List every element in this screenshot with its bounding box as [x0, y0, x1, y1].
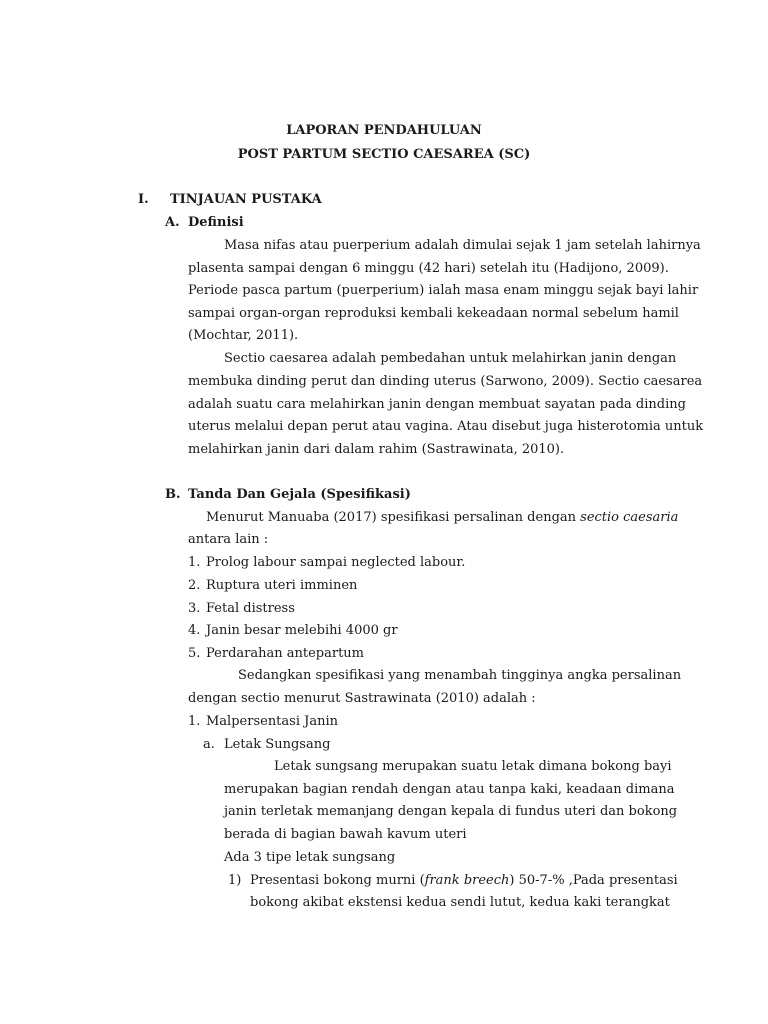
paragraph-line: uterus melalui depan perut atau vagina. Atau disebut juga histerotomia untuk	[188, 419, 704, 434]
paragraph-line: adalah suatu cara melahirkan janin dengan membuat sayatan pada dinding	[188, 397, 686, 412]
paragraph-line: antara lain :	[188, 532, 269, 547]
list-item-number: 5.	[188, 646, 201, 661]
paragraph-line: Sedangkan spesifikasi yang menambah tingginya angka persalinan	[238, 668, 682, 683]
sublist-item: Letak Sungsang	[224, 737, 331, 752]
paragraph-line: Ada 3 tipe letak sungsang	[224, 850, 396, 865]
paragraph-line: Sectio caesarea adalah pembedahan untuk melahirkan janin dengan	[224, 351, 677, 366]
list-item: Perdarahan antepartum	[206, 646, 364, 661]
list-item-number: 3.	[188, 601, 201, 616]
paragraph-line: Periode pasca partum (puerperium) ialah masa enam minggu sejak bayi lahir	[188, 283, 699, 298]
subsection-heading-tanda: Tanda Dan Gejala (Spesifikasi)	[188, 487, 411, 502]
paragraph-line: janin terletak memanjang dengan kepala di fundus uteri dan bokong	[224, 804, 678, 819]
subsection-letter-b: B.	[165, 487, 181, 502]
paragraph-line: dengan sectio menurut Sastrawinata (2010) adalah :	[188, 691, 536, 706]
tipe-text: Presentasi bokong murni (	[250, 873, 425, 888]
paragraph-line: sampai organ-organ reproduksi kembali kekeadaan normal sebelum hamil	[188, 306, 679, 321]
subsection-letter-a: A.	[165, 215, 180, 230]
intro-text: Menurut Manuaba (2017) spesifikasi persalinan dengan	[206, 510, 581, 525]
paragraph-line	[206, 509, 679, 527]
list-item-number: 1.	[188, 555, 201, 570]
section-numeral: I.	[138, 192, 149, 207]
list-item-number: 4.	[188, 623, 201, 638]
paragraph-line: Letak sungsang merupakan suatu letak dimana bokong bayi	[274, 759, 672, 774]
paragraph-line: melahirkan janin dari dalam rahim (Sastrawinata, 2010).	[188, 442, 565, 457]
tipe-text: ) 50-7-% ,Pada presentasi	[509, 873, 678, 888]
title-line-2: POST PARTUM SECTIO CAESAREA (SC)	[237, 147, 531, 162]
list-item: Ruptura uteri imminen	[206, 578, 358, 593]
intro-italic: sectio caesaria	[580, 510, 679, 525]
paragraph-line: Masa nifas atau puerperium adalah dimulai sejak 1 jam setelah lahirnya	[224, 238, 701, 253]
subsection-heading-definisi: Definisi	[188, 215, 244, 230]
list-item: Malpersentasi Janin	[206, 714, 338, 729]
list-item: Prolog labour sampai neglected labour.	[206, 555, 466, 570]
paragraph-line: berada di bagian bawah kavum uteri	[224, 827, 467, 842]
list-item: Janin besar melebihi 4000 gr	[206, 623, 398, 638]
sublist-number: 1)	[228, 873, 242, 888]
paragraph-line: membuka dinding perut dan dinding uterus (Sarwono, 2009). Sectio caesarea	[188, 374, 703, 389]
paragraph-line: bokong akibat ekstensi kedua sendi lutut, kedua kaki terangkat	[250, 895, 670, 910]
paragraph-line	[250, 872, 678, 890]
paragraph-line: merupakan bagian rendah dengan atau tanpa kaki, keadaan dimana	[224, 782, 675, 797]
list-item-number: 2.	[188, 578, 201, 593]
title-line-1: LAPORAN PENDAHULUAN	[286, 123, 482, 138]
section-heading: TINJAUAN PUSTAKA	[170, 192, 322, 207]
tipe-italic: frank breech	[424, 873, 510, 888]
list-item: Fetal distress	[206, 601, 295, 616]
list-item-number: 1.	[188, 714, 201, 729]
paragraph-line: plasenta sampai dengan 6 minggu (42 hari) setelah itu (Hadijono, 2009).	[188, 261, 669, 276]
paragraph-line: (Mochtar, 2011).	[188, 328, 299, 343]
sublist-letter: a.	[203, 737, 215, 752]
